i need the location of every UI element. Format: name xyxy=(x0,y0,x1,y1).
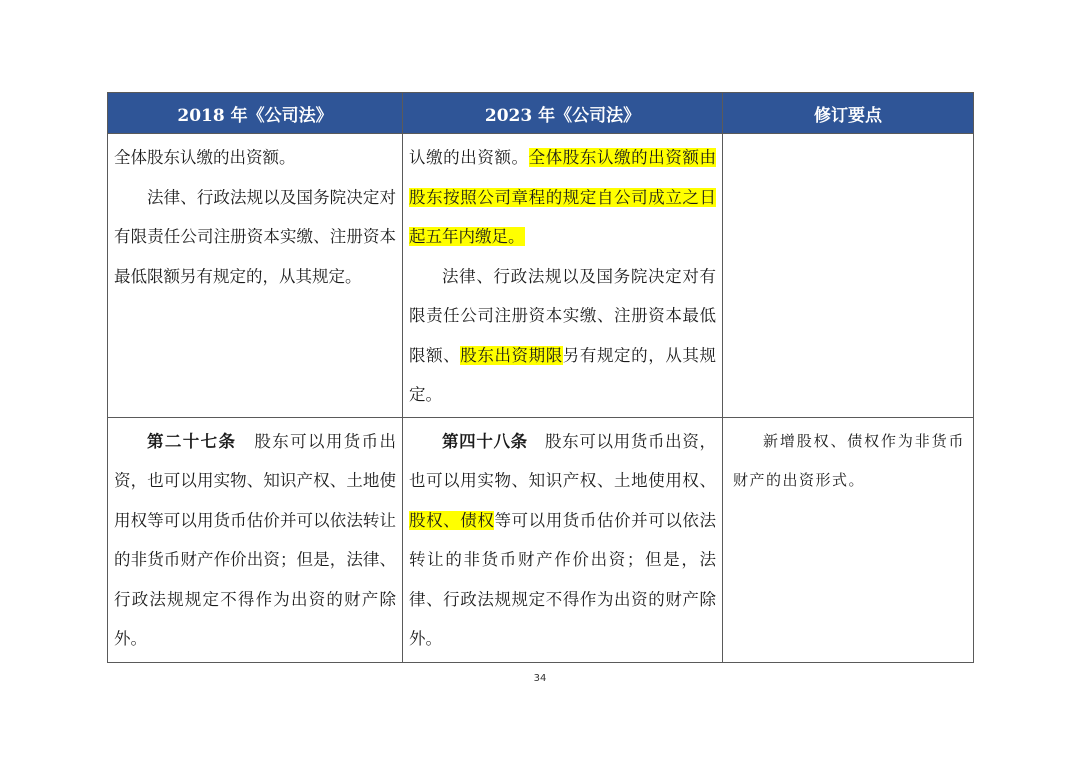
paragraph: 新增股权、债权作为非货币财产的出资形式。 xyxy=(733,431,965,489)
text-run: 法律、行政法规以及国务院决定对有限责任公司注册资本实缴、注册资本最低限额、 xyxy=(409,266,716,365)
highlighted-text: 全体股东认缴的出资额由股东按照公司章程的规定自公司成立之日起五年内缴足。 xyxy=(409,148,717,246)
paragraph: 法律、行政法规以及国务院决定对有限责任公司注册资本实缴、注册资本最低限额另有规定的，从其规定。 xyxy=(114,187,396,286)
cell-2018-row2 xyxy=(108,417,403,662)
paragraph xyxy=(114,422,396,659)
highlighted-text: 股东出资期限 xyxy=(460,345,563,365)
table-row xyxy=(108,134,974,418)
paragraph xyxy=(409,422,716,659)
cell-notes-row1 xyxy=(723,134,974,418)
highlighted-text: 股权、债权 xyxy=(409,510,495,530)
header-2018-law: 2018 年《公司法》 xyxy=(108,93,403,134)
article-number: 第四十八条 xyxy=(442,431,528,451)
cell-2018-row1 xyxy=(108,134,403,418)
paragraph: 全体股东认缴的出资额。 xyxy=(114,148,296,167)
table-header-row xyxy=(108,93,974,134)
comparison-table xyxy=(107,92,974,663)
cell-2023-row2 xyxy=(403,417,723,662)
paragraph xyxy=(409,257,716,415)
text-run: 股东可以用货币出资，也可以用实物、知识产权、土地使用权、 xyxy=(409,431,717,490)
text-run: 等可以用货币估价并可以依法转让的非货币财产作价出资；但是，法律、行政法规规定不得作为出资的财产除外。 xyxy=(409,510,717,648)
cell-notes-row2 xyxy=(723,417,974,662)
text-run: 股东可以用货币出资，也可以用实物、知识产权、土地使用权等可以用货币估价并可以依法转让的非货币财产作价出资；但是，法律、行政法规规定不得作为出资的财产除外。 xyxy=(114,431,397,648)
table-row xyxy=(108,417,974,662)
page-number: 34 xyxy=(533,673,547,684)
article-number: 第二十七条 xyxy=(147,431,237,451)
header-2023-law: 2023 年《公司法》 xyxy=(403,93,723,134)
paragraph xyxy=(409,138,716,257)
header-revision-points: 修订要点 xyxy=(723,93,974,134)
text-run: 认缴的出资额。 xyxy=(409,148,529,167)
text-run: 另有规定的，从其规定。 xyxy=(409,345,717,404)
cell-2023-row1 xyxy=(403,134,723,418)
